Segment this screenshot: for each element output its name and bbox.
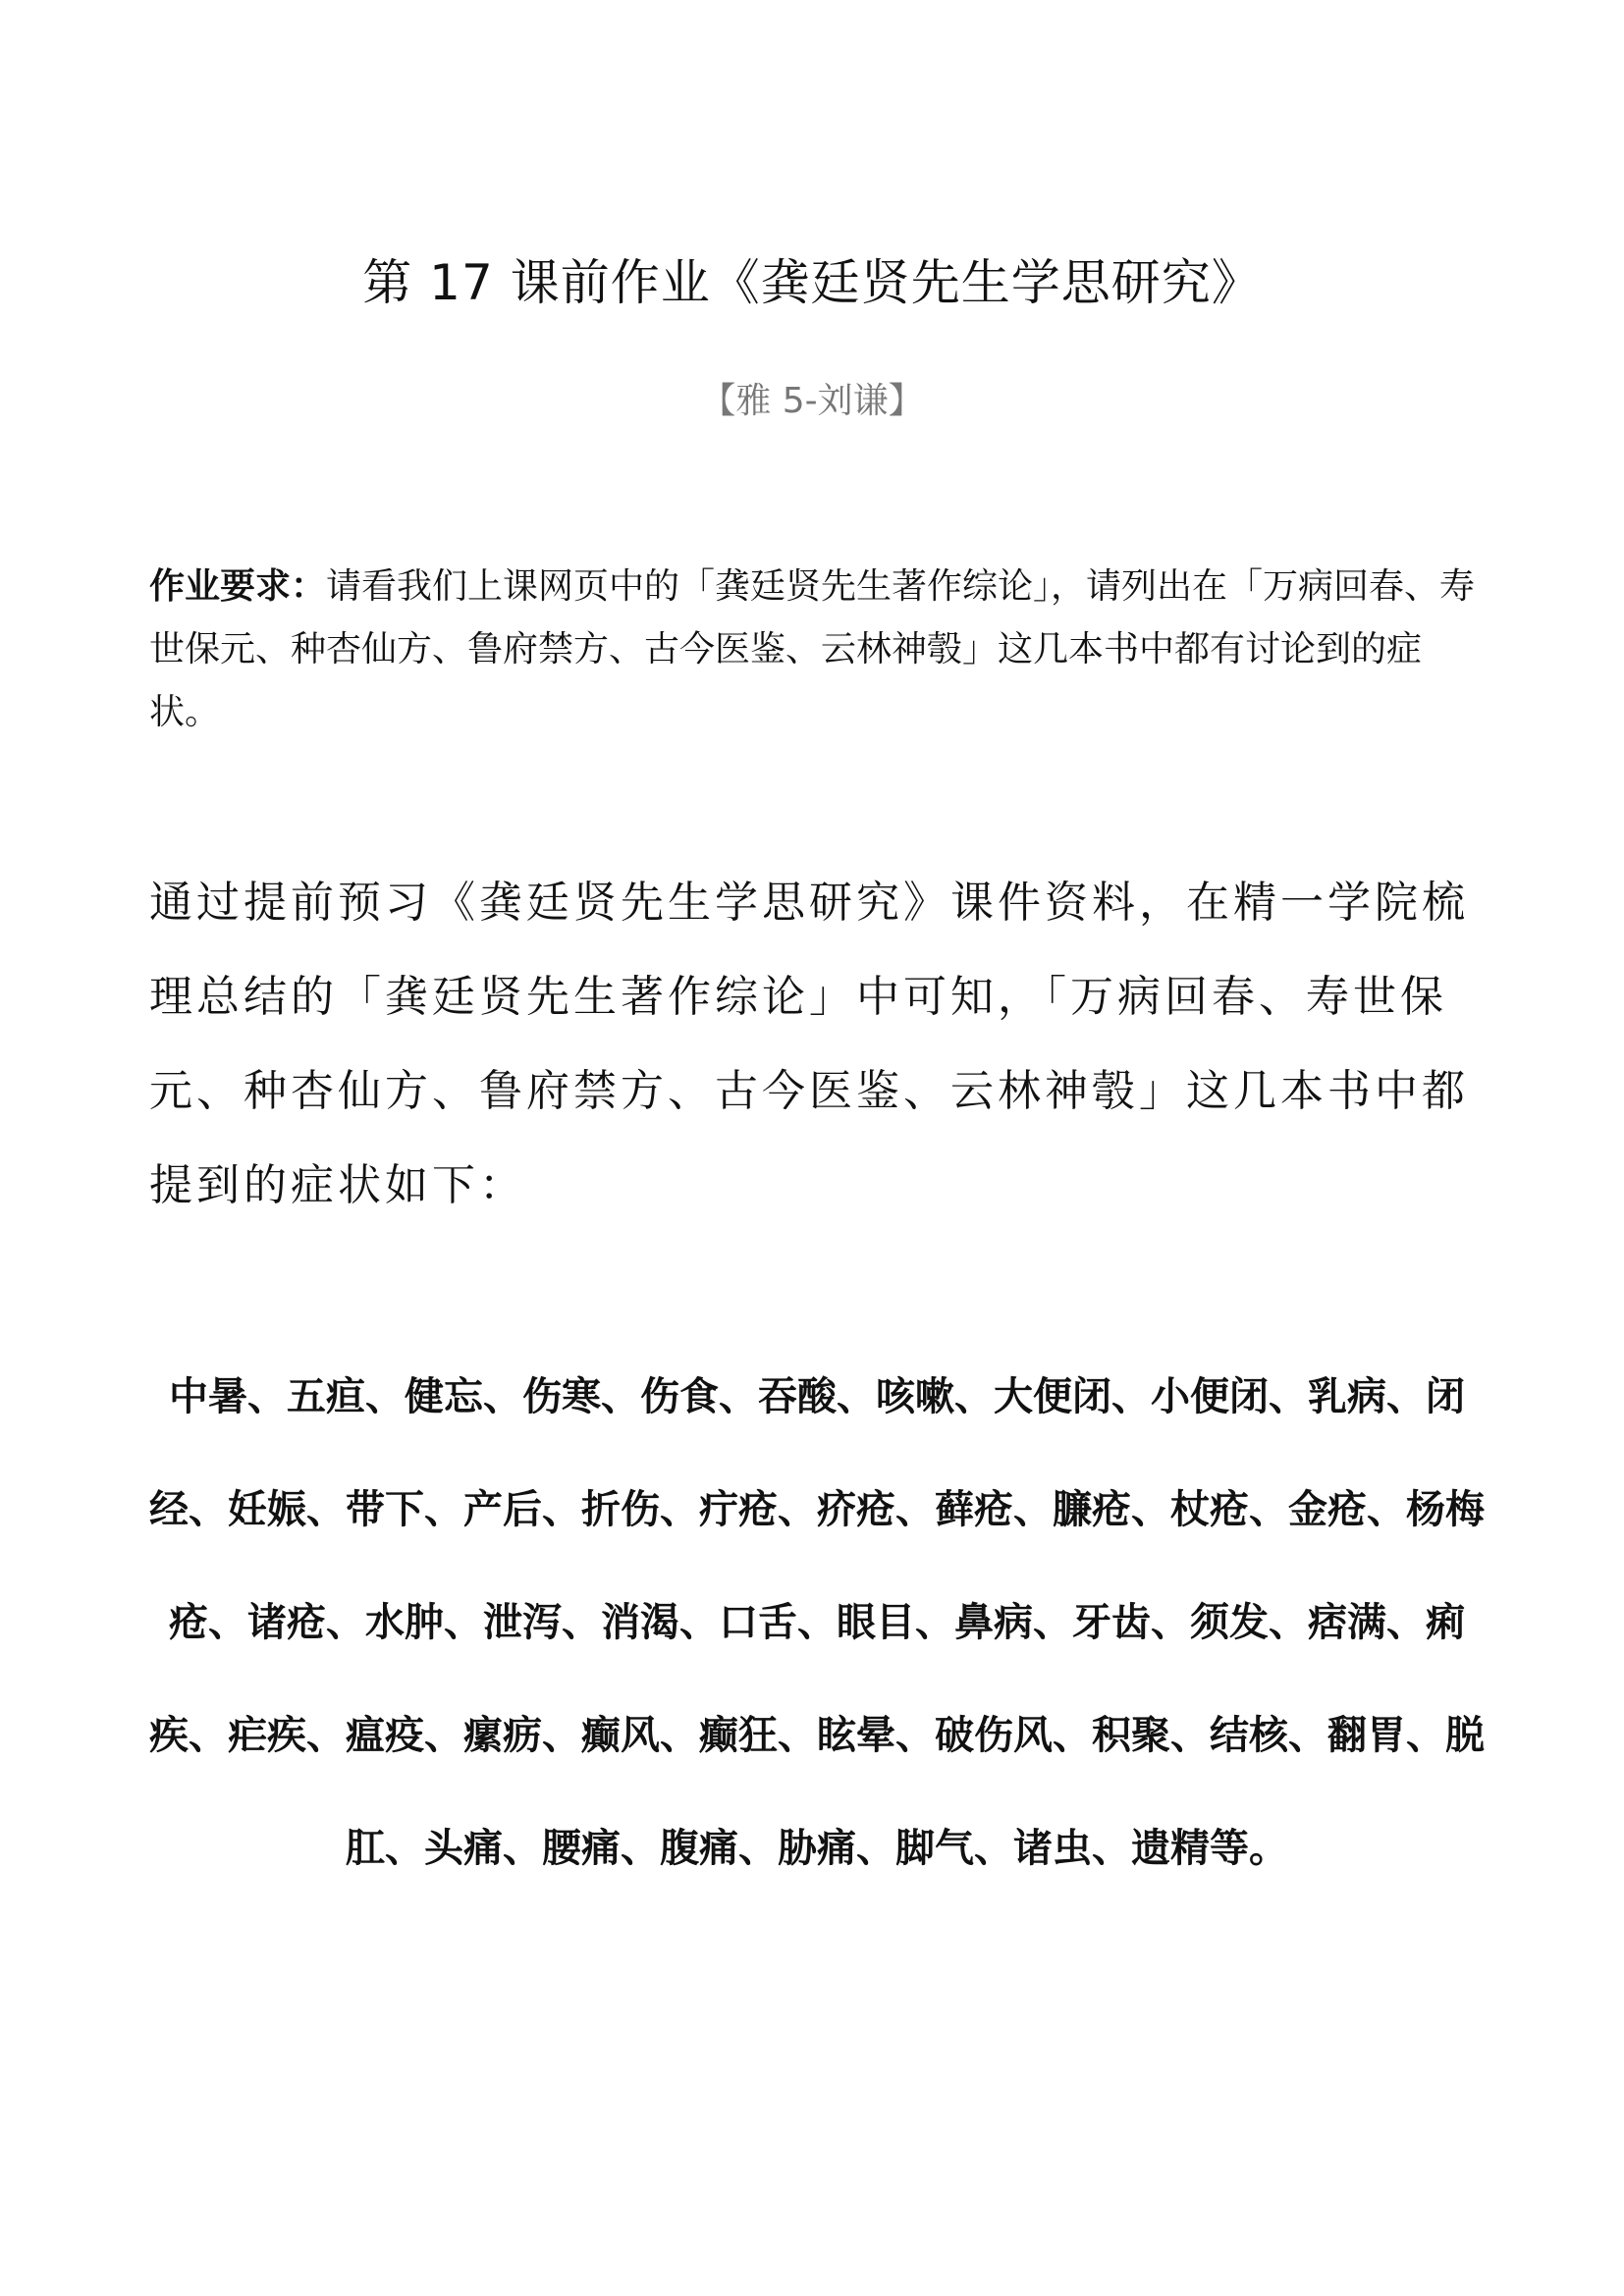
document-title: 第 17 课前作业《龚廷贤先生学思研究》 xyxy=(362,254,1262,311)
assignment-requirement xyxy=(149,556,1485,744)
answer-intro: 通过提前预习《龚廷贤先生学思研究》课件资料，在精一学院梳理总结的「龚廷贤先生著作综论」中可知，「万病回春、寿世保元、种杏仙方、鲁府禁方、古今医鉴、云林神彀」这几本书中都提到的症状如下： xyxy=(149,878,1469,1210)
author-label: 【雅 5-刘谦】 xyxy=(700,381,924,421)
symptom-list: 中暑、五疸、健忘、伤寒、伤食、吞酸、咳嗽、大便闭、小便闭、乳病、闭经、妊娠、带下、产后、折伤、疔疮、疥疮、藓疮、臁疮、杖疮、金疮、杨梅疮、诸疮、水肿、泄泻、消渴、口舌、眼目、鼻病、牙齿、须发、痞满、痢疾、疟疾、瘟疫、瘰疬、癫风、癫狂、眩晕、破伤风、积聚、结核、翻胃、脱肛、头痛、腰痛、腹痛、胁痛、脚气、诸虫、遗精等。 xyxy=(149,1374,1485,1871)
requirement-text: 请看我们上课网页中的「龚廷贤先生著作综论」，请列出在「万病回春、寿世保元、种杏仙方、鲁府禁方、古今医鉴、云林神彀」这几本书中都有讨论到的症状。 xyxy=(149,566,1476,732)
requirement-label: 作业要求： xyxy=(149,566,327,607)
